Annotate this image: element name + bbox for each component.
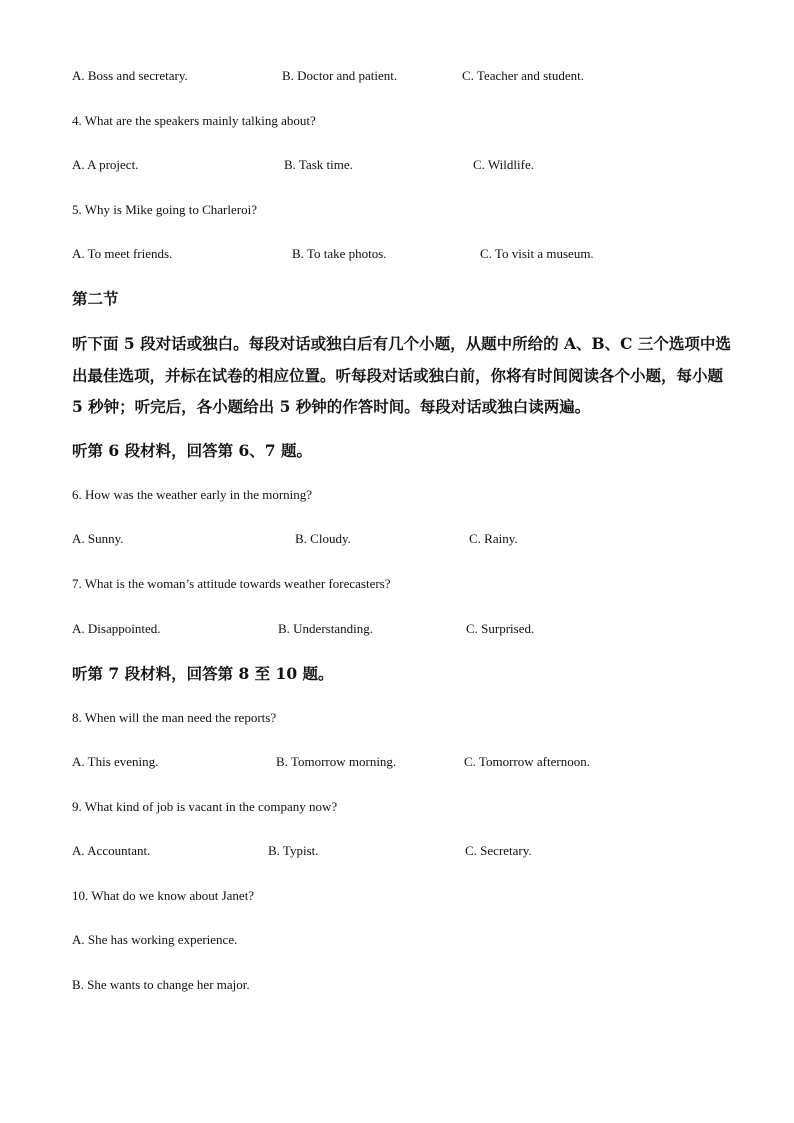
section-title: 第二节 [72, 289, 119, 308]
q4-option-a: A. A project. [72, 157, 139, 172]
q9-option-c: C. Secretary. [465, 843, 532, 858]
q8-question: 8. When will the man need the reports? [72, 710, 277, 725]
q5-question: 5. Why is Mike going to Charleroi? [72, 202, 257, 217]
q6-option-b: B. Cloudy. [295, 531, 351, 546]
q5-option-b: B. To take photos. [292, 246, 387, 261]
q9-option-a: A. Accountant. [72, 843, 151, 858]
q5-option-c: C. To visit a museum. [480, 246, 594, 261]
q5-option-a: A. To meet friends. [72, 246, 173, 261]
q4-question: 4. What are the speakers mainly talking about? [72, 113, 316, 128]
q6-option-c: C. Rainy. [469, 531, 518, 546]
q7-question: 7. What is the woman’s attitude towards weather forecasters? [72, 576, 391, 591]
q8-option-c: C. Tomorrow afternoon. [464, 754, 590, 769]
q7-option-a: A. Disappointed. [72, 621, 161, 636]
q3-option-b: B. Doctor and patient. [282, 68, 398, 83]
q10-option-b: B. She wants to change her major. [72, 977, 250, 992]
material-6-heading: 听第 6 段材料，回答第 6、7 题。 [72, 441, 312, 460]
q10-option-a: A. She has working experience. [72, 932, 238, 947]
q4-option-c: C. Wildlife. [473, 157, 534, 172]
material-7-heading: 听第 7 段材料，回答第 8 至 10 题。 [72, 664, 334, 683]
q7-option-b: B. Understanding. [278, 621, 373, 636]
q7-option-c: C. Surprised. [466, 621, 535, 636]
q3-option-c: C. Teacher and student. [462, 68, 584, 83]
q8-option-a: A. This evening. [72, 754, 159, 769]
q10-question: 10. What do we know about Janet? [72, 888, 255, 903]
q8-option-b: B. Tomorrow morning. [276, 754, 397, 769]
q4-option-b: B. Task time. [284, 157, 353, 172]
q3-option-a: A. Boss and secretary. [72, 68, 188, 83]
q6-question: 6. How was the weather early in the morning? [72, 487, 313, 502]
q9-question: 9. What kind of job is vacant in the company now? [72, 799, 338, 814]
q6-option-a: A. Sunny. [72, 531, 124, 546]
section-instructions: 听下面 5 段对话或独白。每段对话或独白后有几个小题，从题中所给的 A、B、C 三个选项中选出最佳选项，并标在试卷的相应位置。听每段对话或独白前，你将有时间阅读各个小题，每小题 5 秒钟；听完后，各小题给出 5 秒钟的作答时间。每段对话或独白读两遍。 [72, 334, 731, 416]
q9-option-b: B. Typist. [268, 843, 319, 858]
